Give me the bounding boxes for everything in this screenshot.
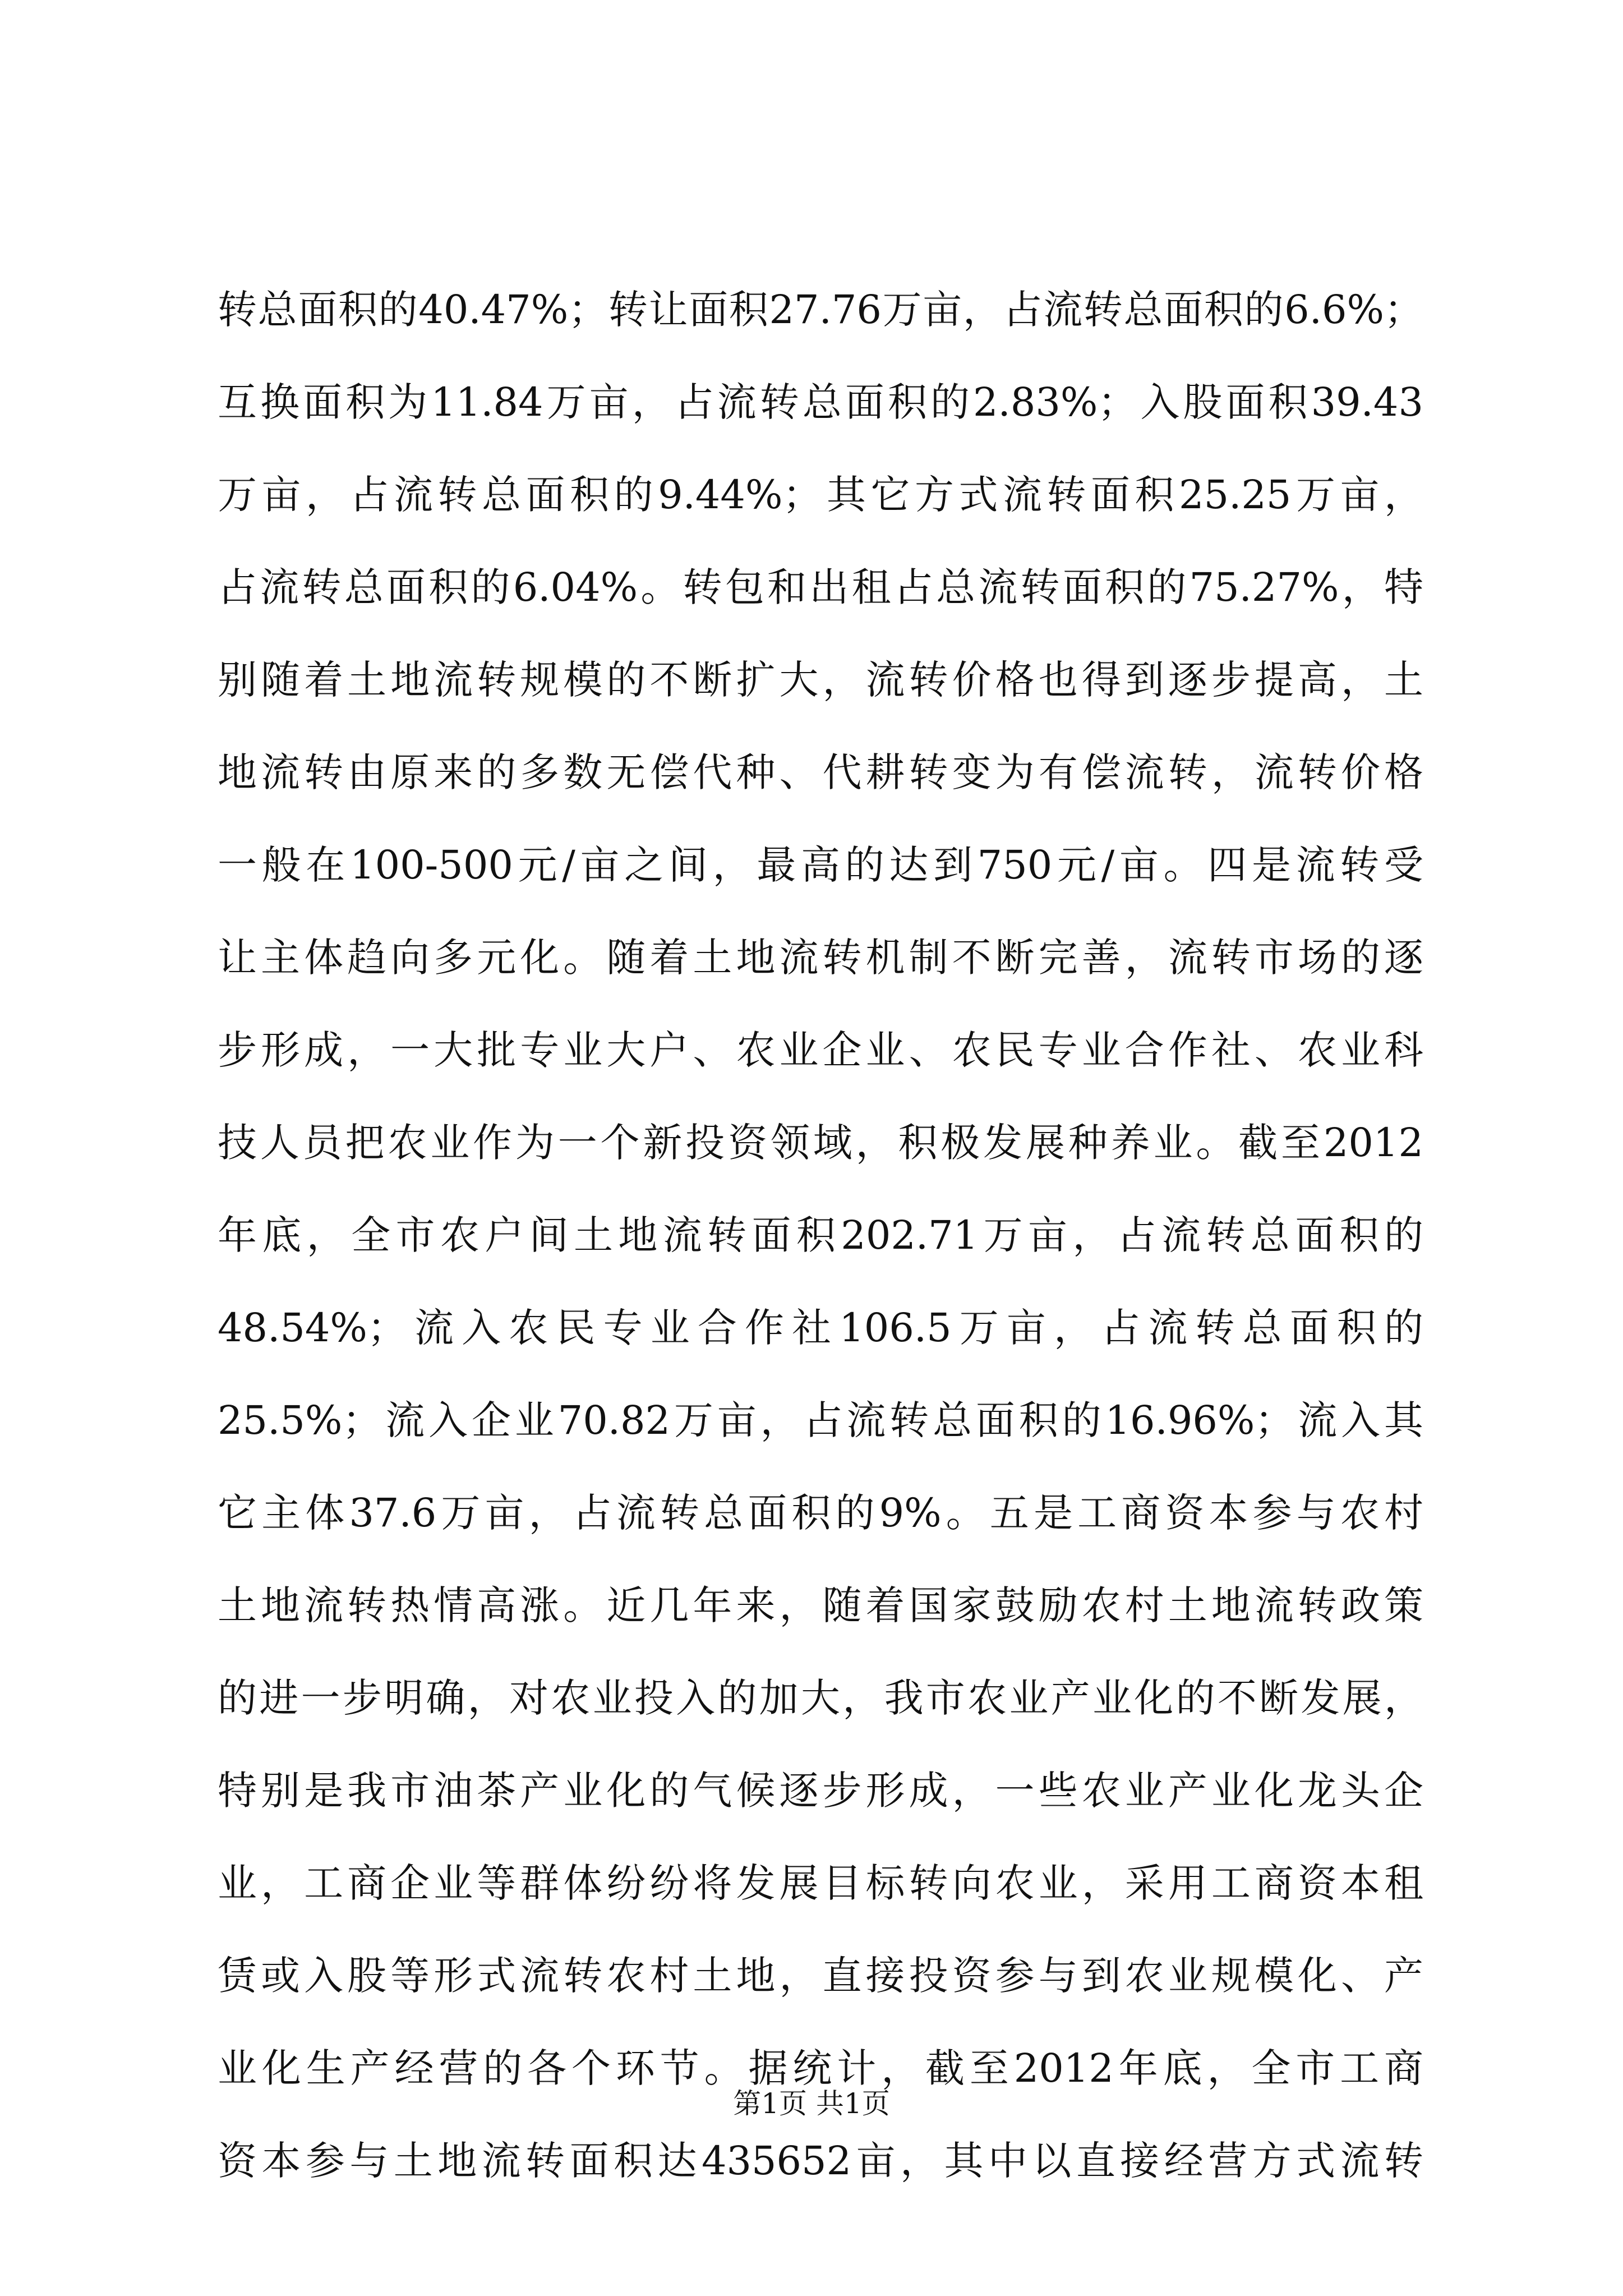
text-line: 年底，全市农户间土地流转面积202.71万亩，占流转总面积的	[218, 1212, 1423, 1258]
text-line: 转总面积的40.47%；转让面积27.76万亩，占流转总面积的6.6%；	[218, 287, 1423, 333]
text-line: 它主体37.6万亩，占流转总面积的9%。五是工商资本参与农村	[218, 1490, 1423, 1536]
text-line: 业化生产经营的各个环节。据统计，截至2012年底，全市工商	[218, 2045, 1423, 2091]
text-line: 25.5%；流入企业70.82万亩，占流转总面积的16.96%；流入其	[218, 1397, 1423, 1443]
text-line: 别随着土地流转规模的不断扩大，流转价格也得到逐步提高，土	[218, 657, 1423, 703]
text-line: 万亩，占流转总面积的9.44%；其它方式流转面积25.25万亩，	[218, 472, 1423, 518]
text-line: 48.54%；流入农民专业合作社106.5万亩，占流转总面积的	[218, 1305, 1423, 1351]
page-number-label: 第1页 共1页	[733, 2087, 890, 2120]
text-line: 地流转由原来的多数无偿代种、代耕转变为有偿流转，流转价格	[218, 749, 1423, 795]
text-line: 资本参与土地流转面积达435652亩，其中以直接经营方式流转	[218, 2138, 1423, 2184]
text-line: 业，工商企业等群体纷纷将发展目标转向农业，采用工商资本租	[218, 1860, 1423, 1906]
page-footer	[0, 2081, 1623, 2122]
text-line: 让主体趋向多元化。随着土地流转机制不断完善，流转市场的逐	[218, 935, 1423, 981]
text-line: 特别是我市油茶产业化的气候逐步形成，一些农业产业化龙头企	[218, 1768, 1423, 1814]
text-line: 占流转总面积的6.04%。转包和出租占总流转面积的75.27%，特	[218, 564, 1423, 610]
text-line: 步形成，一大批专业大户、农业企业、农民专业合作社、农业科	[218, 1027, 1423, 1073]
body-text	[218, 264, 1423, 2207]
text-line: 一般在100-500元/亩之间，最高的达到750元/亩。四是流转受	[218, 842, 1423, 888]
text-line: 的进一步明确，对农业投入的加大，我市农业产业化的不断发展，	[218, 1675, 1423, 1721]
text-line: 赁或入股等形式流转农村土地，直接投资参与到农业规模化、产	[218, 1953, 1423, 1999]
text-line: 技人员把农业作为一个新投资领域，积极发展种养业。截至2012	[218, 1120, 1423, 1166]
text-line: 互换面积为11.84万亩，占流转总面积的2.83%；入股面积39.43	[218, 379, 1423, 425]
text-line: 土地流转热情高涨。近几年来，随着国家鼓励农村土地流转政策	[218, 1582, 1423, 1628]
